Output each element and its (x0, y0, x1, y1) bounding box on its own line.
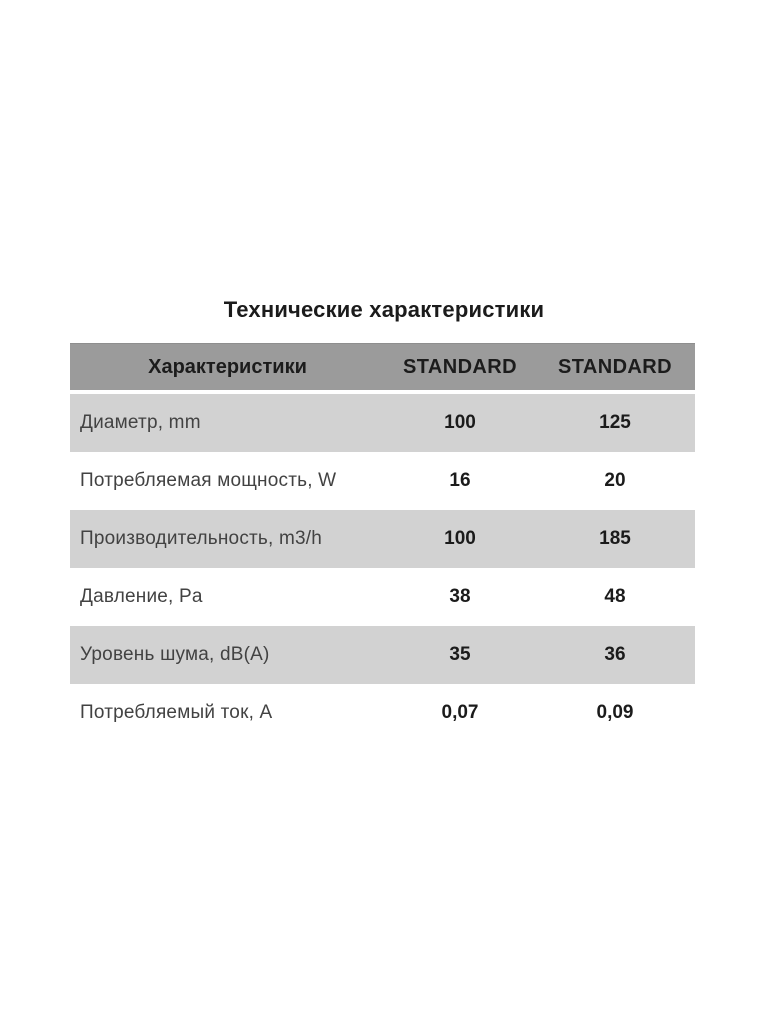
row-value-1: 35 (449, 644, 471, 665)
row-label: Давление, Pa (80, 586, 203, 607)
row-value-2: 20 (604, 470, 626, 491)
row-label: Диаметр, mm (80, 412, 201, 433)
table-row-noise (70, 626, 695, 684)
table-row-diameter (70, 394, 695, 452)
row-label: Производительность, m3/h (80, 528, 323, 549)
row-value-2: 185 (599, 528, 631, 549)
row-value-2: 125 (599, 412, 631, 433)
table-header-row (70, 343, 695, 390)
row-value-1: 0,07 (441, 702, 479, 723)
row-value-2: 48 (604, 586, 626, 607)
row-value-2: 0,09 (596, 702, 634, 723)
row-label: Уровень шума, dB(A) (80, 644, 270, 665)
table-row-airflow (70, 510, 695, 568)
row-value-1: 16 (449, 470, 471, 491)
row-value-2: 36 (604, 644, 626, 665)
row-label: Потребляемая мощность, W (80, 470, 337, 491)
table-row-power (70, 452, 695, 510)
row-value-1: 38 (449, 586, 471, 607)
row-value-1: 100 (444, 528, 476, 549)
header-characteristics: Характеристики (148, 355, 307, 378)
row-label: Потребляемый ток, А (80, 702, 273, 723)
spec-table (70, 343, 695, 742)
header-standard-1: STANDARD (403, 355, 517, 378)
table-row-pressure (70, 568, 695, 626)
row-value-1: 100 (444, 412, 476, 433)
header-standard-2: STANDARD (558, 355, 672, 378)
table-row-current (70, 684, 695, 742)
page-title: Технические характеристики (223, 297, 545, 322)
